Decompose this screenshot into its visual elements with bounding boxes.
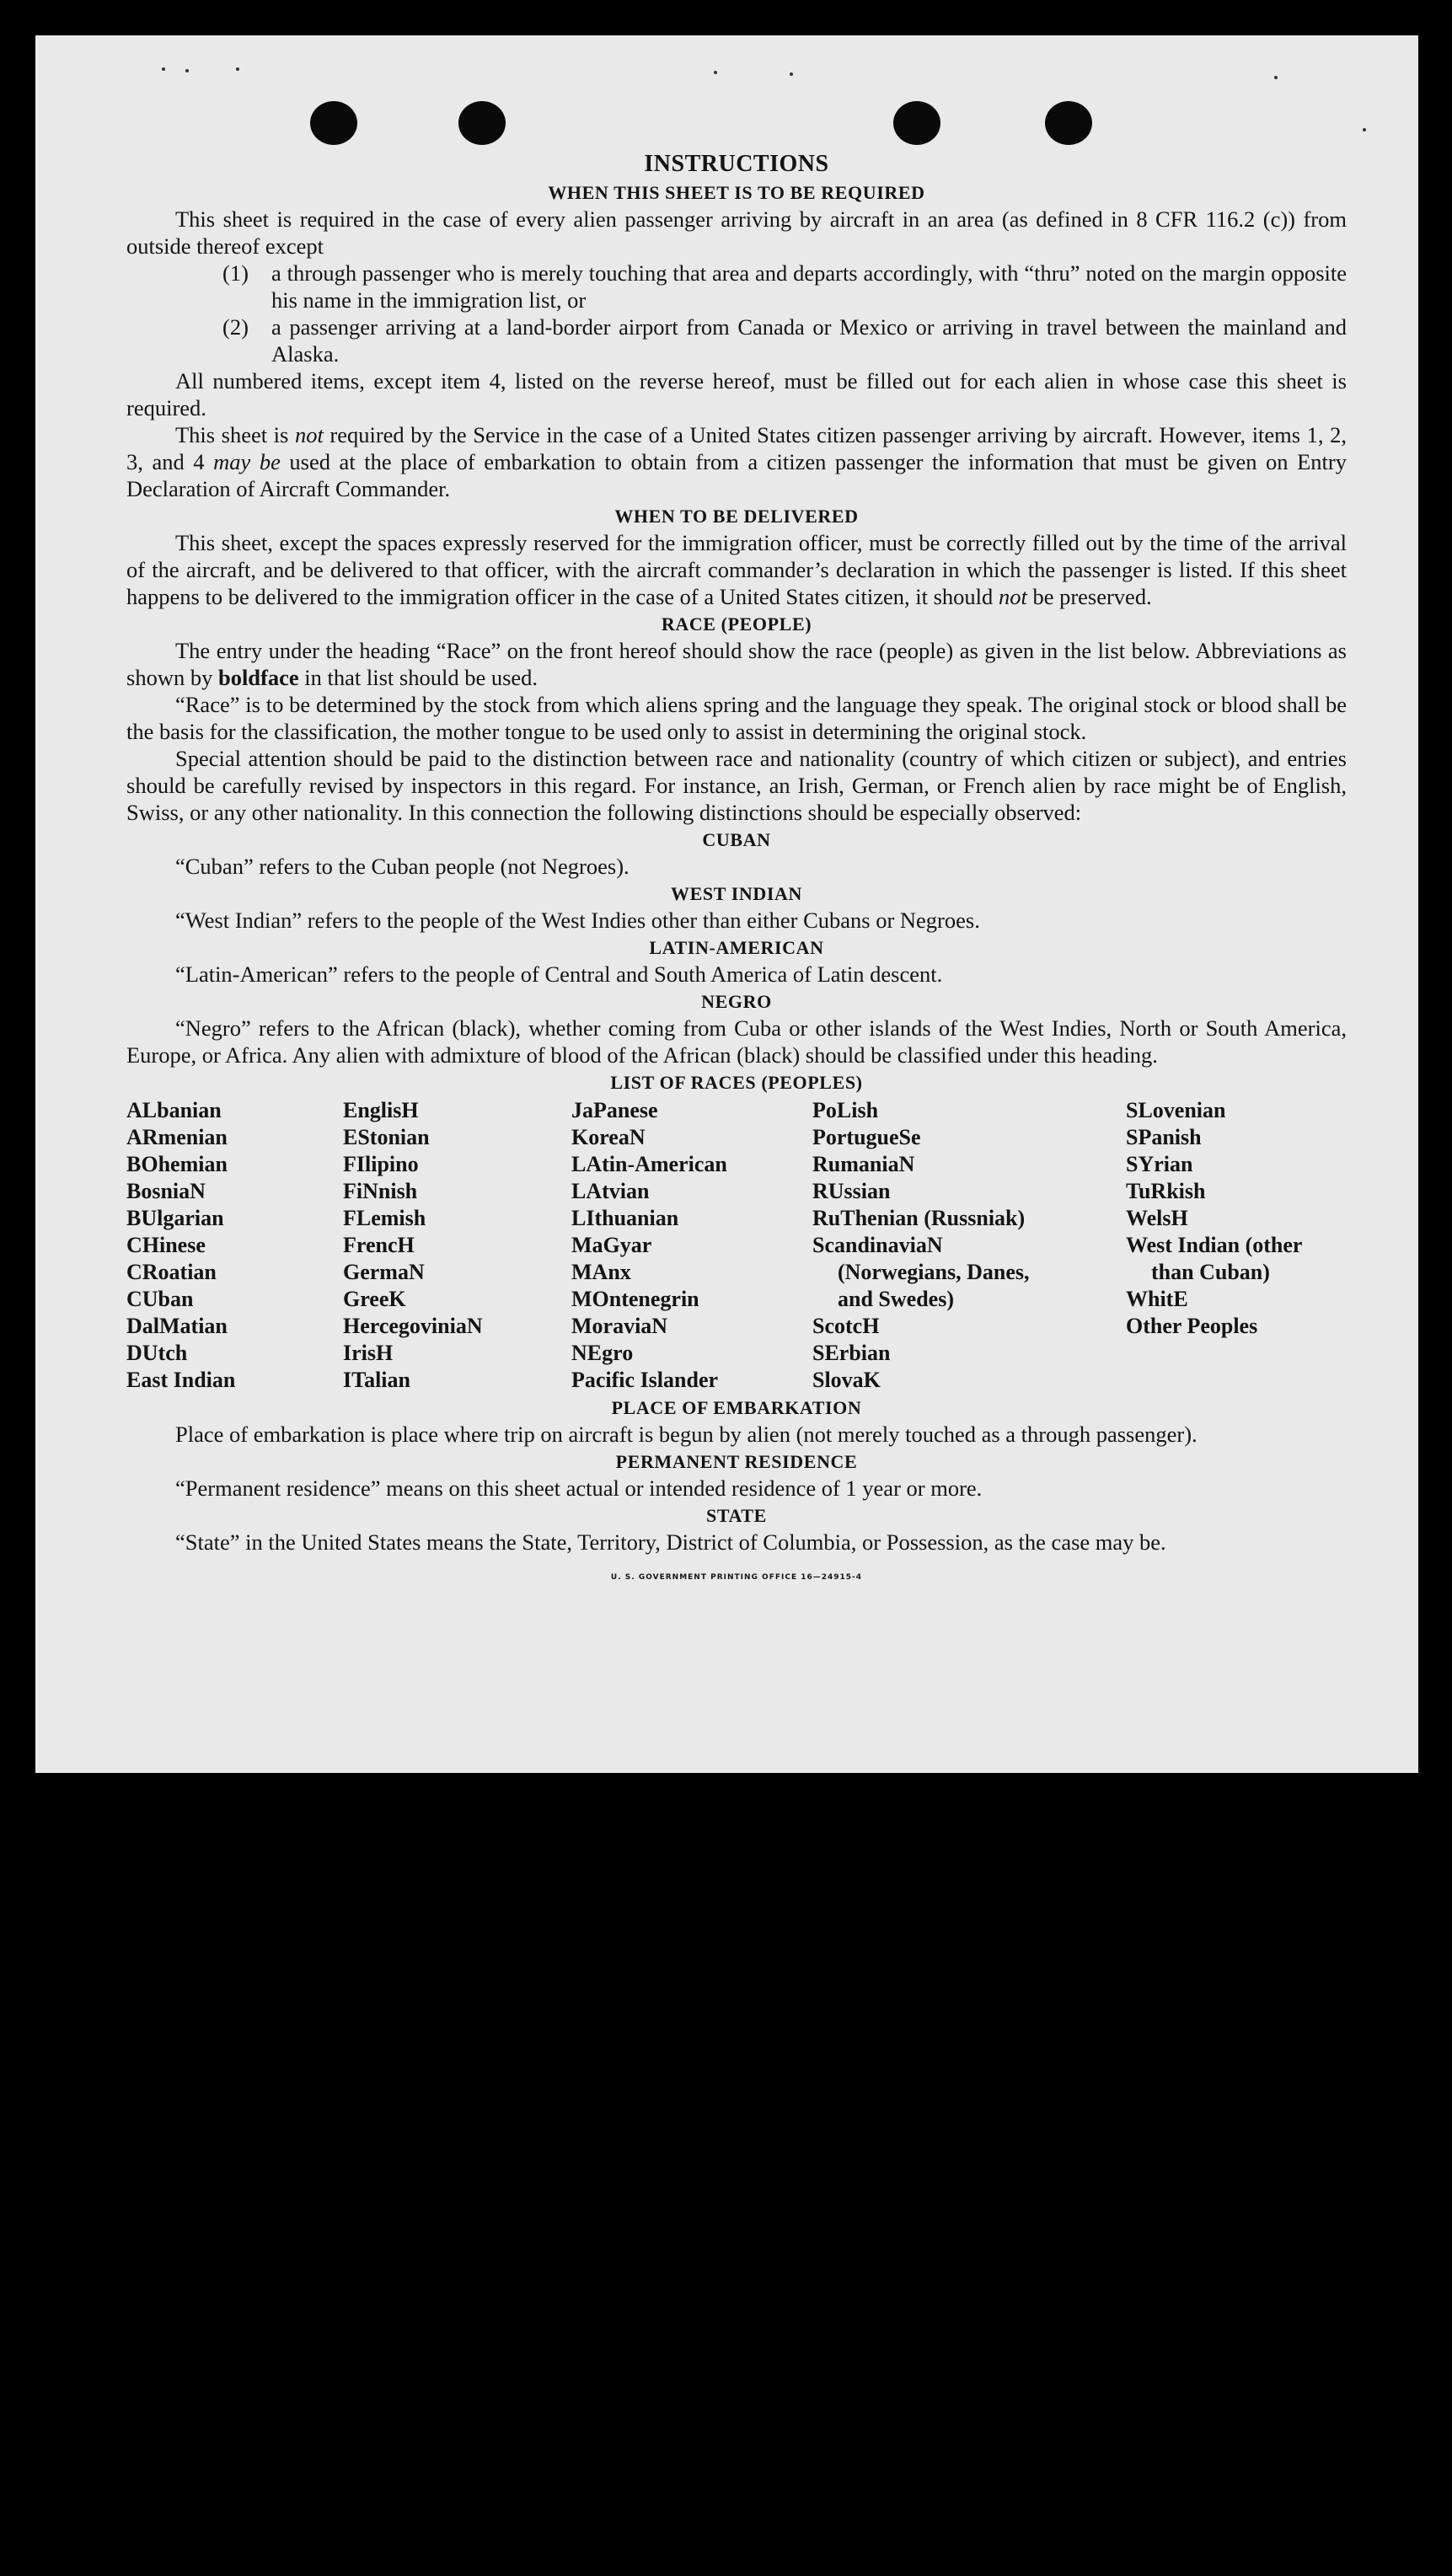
- race-entry: WelsH: [1126, 1206, 1188, 1230]
- race-column-5: [1126, 1097, 1347, 1340]
- race-entry: ScandinaviaN (Norwegians, Danes, and Swedes): [812, 1233, 1030, 1311]
- state-text: “State” in the United States means the State, Territory, District of Columbia, or Possession, as the case may be.: [175, 1529, 1166, 1555]
- instructions-title: INSTRUCTIONS: [644, 151, 829, 177]
- race-entry: SErbian: [812, 1341, 891, 1365]
- race-entry: BOhemian: [126, 1152, 228, 1176]
- race-entry: Pacific Islander: [571, 1368, 719, 1392]
- section-heading-permanent-residence: PERMANENT RESIDENCE: [615, 1451, 858, 1472]
- cuban-text: “Cuban” refers to the Cuban people (not Negroes).: [175, 854, 630, 879]
- race-entry: BosniaN: [126, 1179, 206, 1203]
- speck: [185, 69, 189, 72]
- punch-hole: [893, 101, 940, 145]
- race-entry: CUban: [126, 1287, 194, 1311]
- race-entry: BUlgarian: [126, 1206, 224, 1230]
- race-entry: DUtch: [126, 1341, 188, 1365]
- speck: [162, 67, 165, 71]
- race-entry: ALbanian: [126, 1098, 222, 1122]
- race-entry: SPanish: [1126, 1125, 1202, 1149]
- document-sheet: [35, 35, 1418, 1773]
- place-of-embarkation-text: Place of embarkation is place where trip on aircraft is begun by alien (not merely touched as a through passenger).: [175, 1422, 1197, 1447]
- section-heading-latin-american: LATIN-AMERICAN: [649, 937, 824, 958]
- exception-item-1: (1) a through passenger who is merely touching that area and departs accordingly, with “thru” noted on the margin opposite his name in the immigration list, or: [222, 260, 1347, 313]
- race-entry: FLemish: [343, 1206, 426, 1230]
- latin-american-text: “Latin-American” refers to the people of Central and South America of Latin descent.: [175, 961, 943, 987]
- section-heading-when-required: WHEN THIS SHEET IS TO BE REQUIRED: [548, 182, 925, 203]
- punch-hole: [1045, 101, 1092, 145]
- section-heading-race: RACE (PEOPLE): [661, 613, 812, 635]
- race-entry: FrencH: [343, 1233, 415, 1257]
- when-required-para3: This sheet is not required by the Service in the case of a United States citizen passenger arriving by aircraft. However, items 1, 2, 3, and 4 may be used at the place of embarkation to obtain from a citizen passenger the information that must be given on Entry Declaration of Aircraft Commander.: [126, 422, 1347, 501]
- section-heading-state: STATE: [706, 1505, 767, 1526]
- race-entry: SYrian: [1126, 1152, 1193, 1176]
- speck: [714, 71, 717, 74]
- when-delivered-text: This sheet, except the spaces expressly reserved for the immigration officer, must be correctly filled out by the time of the arrival of the aircraft, and be delivered to that officer, with the aircraft commander’s declaration in which the passenger is listed. If this sheet happens to be delivered to the immigration officer in the case of a United States citizen, it should not be preserved.: [126, 530, 1347, 609]
- race-column-2: [343, 1097, 571, 1394]
- race-entry: PoLish: [812, 1098, 879, 1122]
- when-required-para2: All numbered items, except item 4, listed on the reverse hereof, must be filled out for each alien in whose case this sheet is required.: [126, 368, 1347, 420]
- race-entry: LAtin-American: [571, 1152, 727, 1176]
- race-entry: EnglisH: [343, 1098, 419, 1122]
- speck: [1274, 76, 1278, 79]
- race-entry: MoraviaN: [571, 1314, 668, 1338]
- race-entry: West Indian (other than Cuban): [1126, 1233, 1302, 1284]
- race-entry: East Indian: [126, 1368, 236, 1392]
- printing-office-footer: U. S. GOVERNMENT PRINTING OFFICE 16—24915-4: [610, 1573, 863, 1582]
- race-entry: MaGyar: [571, 1233, 652, 1257]
- race-entry: ARmenian: [126, 1125, 228, 1149]
- race-entry: SlovaK: [812, 1368, 881, 1392]
- instructions-content: [126, 150, 1347, 1591]
- race-entry: FIlipino: [343, 1152, 419, 1176]
- permanent-residence-text: “Permanent residence” means on this sheet actual or intended residence of 1 year or more.: [175, 1475, 983, 1501]
- race-entry: FiNnish: [343, 1179, 418, 1203]
- section-heading-negro: NEGRO: [701, 991, 772, 1012]
- race-entry: ScotcH: [812, 1314, 880, 1338]
- race-entry: GreeK: [343, 1287, 406, 1311]
- exception-item-2: (2) a passenger arriving at a land-border airport from Canada or Mexico or arriving in travel between the mainland and Alaska.: [222, 314, 1347, 367]
- race-entry: RUssian: [812, 1179, 891, 1203]
- race-entry: HercegoviniaN: [343, 1314, 483, 1338]
- west-indian-text: “West Indian” refers to the people of the West Indies other than either Cubans or Negroes.: [175, 908, 980, 933]
- speck: [1363, 128, 1366, 131]
- race-entry: WhitE: [1126, 1287, 1188, 1311]
- race-entry: ITalian: [343, 1368, 410, 1392]
- negro-text: “Negro” refers to the African (black), whether coming from Cuba or other islands of the West Indies, North or South America, Europe, or Africa. Any alien with admixture of blood of the African (black) should be classified under this heading.: [126, 1015, 1347, 1068]
- race-column-3: [571, 1097, 807, 1394]
- race-entry: RuThenian (Russniak): [812, 1206, 1026, 1230]
- race-entry: NEgro: [571, 1341, 634, 1365]
- race-entry: Other Peoples: [1126, 1314, 1258, 1338]
- race-entry: MOntenegrin: [571, 1287, 699, 1311]
- race-para2: “Race” is to be determined by the stock from which aliens spring and the language they speak. The original stock or blood shall be the basis for the classification, the mother tongue to be used only to assist in determining the original stock.: [126, 692, 1347, 744]
- race-entry: JaPanese: [571, 1098, 658, 1122]
- race-entry: TuRkish: [1126, 1179, 1206, 1203]
- punch-hole: [458, 101, 506, 145]
- race-entry: DalMatian: [126, 1314, 228, 1338]
- speck: [790, 72, 793, 76]
- race-list: [126, 1097, 1347, 1394]
- race-entry: SLovenian: [1126, 1098, 1226, 1122]
- race-entry: CHinese: [126, 1233, 206, 1257]
- race-entry: RumaniaN: [812, 1152, 915, 1176]
- section-heading-place-of-embarkation: PLACE OF EMBARKATION: [611, 1397, 862, 1418]
- race-entry: EStonian: [343, 1125, 430, 1149]
- race-entry: MAnx: [571, 1260, 631, 1284]
- race-entry: PortugueSe: [812, 1125, 921, 1149]
- when-required-intro: This sheet is required in the case of every alien passenger arriving by aircraft in an area (as defined in 8 CFR 116.2 (c)) from outside thereof except: [126, 206, 1347, 259]
- race-entry: GermaN: [343, 1260, 425, 1284]
- section-heading-when-delivered: WHEN TO BE DELIVERED: [614, 506, 859, 527]
- section-heading-list-of-races: LIST OF RACES (PEOPLES): [610, 1072, 863, 1093]
- race-entry: LAtvian: [571, 1179, 650, 1203]
- race-entry: IrisH: [343, 1341, 394, 1365]
- race-column-1: [126, 1097, 337, 1394]
- section-heading-west-indian: WEST INDIAN: [671, 883, 802, 904]
- race-para1: The entry under the heading “Race” on the front hereof should show the race (people) as given in the list below. Abbreviations as shown by boldface in that list should be used.: [126, 638, 1347, 690]
- section-heading-cuban: CUBAN: [702, 829, 771, 850]
- speck: [236, 67, 239, 71]
- race-entry: LIthuanian: [571, 1206, 679, 1230]
- race-column-4: [812, 1097, 1065, 1394]
- race-para3: Special attention should be paid to the distinction between race and nationality (country of which citizen or subject), and entries should be carefully revised by inspectors in this regard. For instance, an Irish, German, or French alien by race might be of English, Swiss, or any other nationality. In this connection the following distinctions should be especially observed:: [126, 746, 1347, 825]
- punch-hole: [310, 101, 357, 145]
- race-entry: CRoatian: [126, 1260, 217, 1284]
- race-entry: KoreaN: [571, 1125, 646, 1149]
